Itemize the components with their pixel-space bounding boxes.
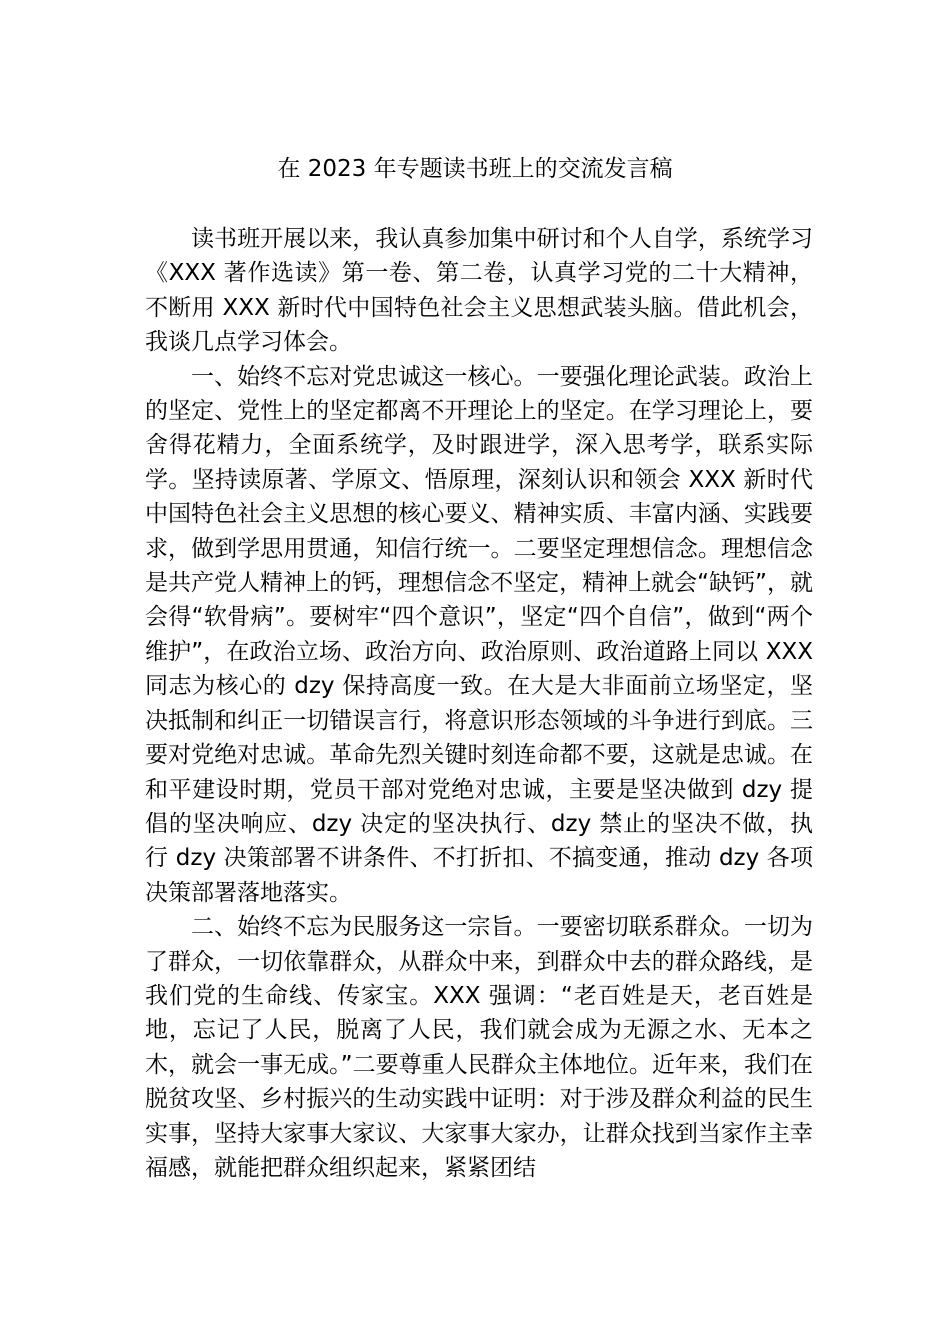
document-title: 在 2023 年专题读书班上的交流发言稿 (277, 156, 673, 182)
document-body (145, 222, 813, 1185)
paragraph-section-two: 二、始终不忘为民服务这一宗旨。一要密切联系群众。一切为了群众，一切依靠群众，从群众中来，到群众中去的群众路线，是我们党的生命线、传家宝。XXX 强调：“老百姓是天，老百姓是地，忘记了人民，脱离了人民，我们就会成为无源之水、无本之木，就会一事无成。”二要尊重人民群众主体地位。近年来，我们在脱贫攻坚、乡村振兴的生动实践中证明：对于涉及群众利益的民生实事，坚持大家事大家议、大家事大家办，让群众找到当家作主幸福感，就能把群众组织起来，紧紧团结 (145, 914, 813, 1181)
paragraph-intro: 读书班开展以来，我认真参加集中研讨和个人自学，系统学习《XXX 著作选读》第一卷、第二卷，认真学习党的二十大精神，不断用 XXX 新时代中国特色社会主义思想武装头脑。借此机会，我谈几点学习体会。 (145, 226, 813, 356)
paragraph-section-one: 一、始终不忘对党忠诚这一核心。一要强化理论武装。政治上的坚定、党性上的坚定都离不开理论上的坚定。在学习理论上，要舍得花精力，全面系统学，及时跟进学，深入思考学，联系实际学。坚持读原著、学原文、悟原理，深刻认识和领会 XXX 新时代中国特色社会主义思想的核心要义、精神实质、丰富内涵、实践要求，做到学思用贯通，知信行统一。二要坚定理想信念。理想信念是共产党人精神上的钙，理想信念不坚定，精神上就会“缺钙”，就会得“软骨病”。要树牢“四个意识”，坚定“四个自信”，做到“两个维护”，在政治立场、政治方向、政治原则、政治道路上同以 XXX 同志为核心的 dzy 保持高度一致。在大是大非面前立场坚定，坚决抵制和纠正一切错误言行，将意识形态领域的斗争进行到底。三要对党绝对忠诚。革命先烈关键时刻连命都不要，这就是忠诚。在和平建设时期，党员干部对党绝对忠诚，主要是坚决做到 dzy 提倡的坚决响应、dzy 决定的坚决执行、dzy 禁止的坚决不做，执行 dzy 决策部署不讲条件、不打折扣、不搞变通，推动 dzy 各项决策部署落地落实。 (145, 363, 813, 906)
